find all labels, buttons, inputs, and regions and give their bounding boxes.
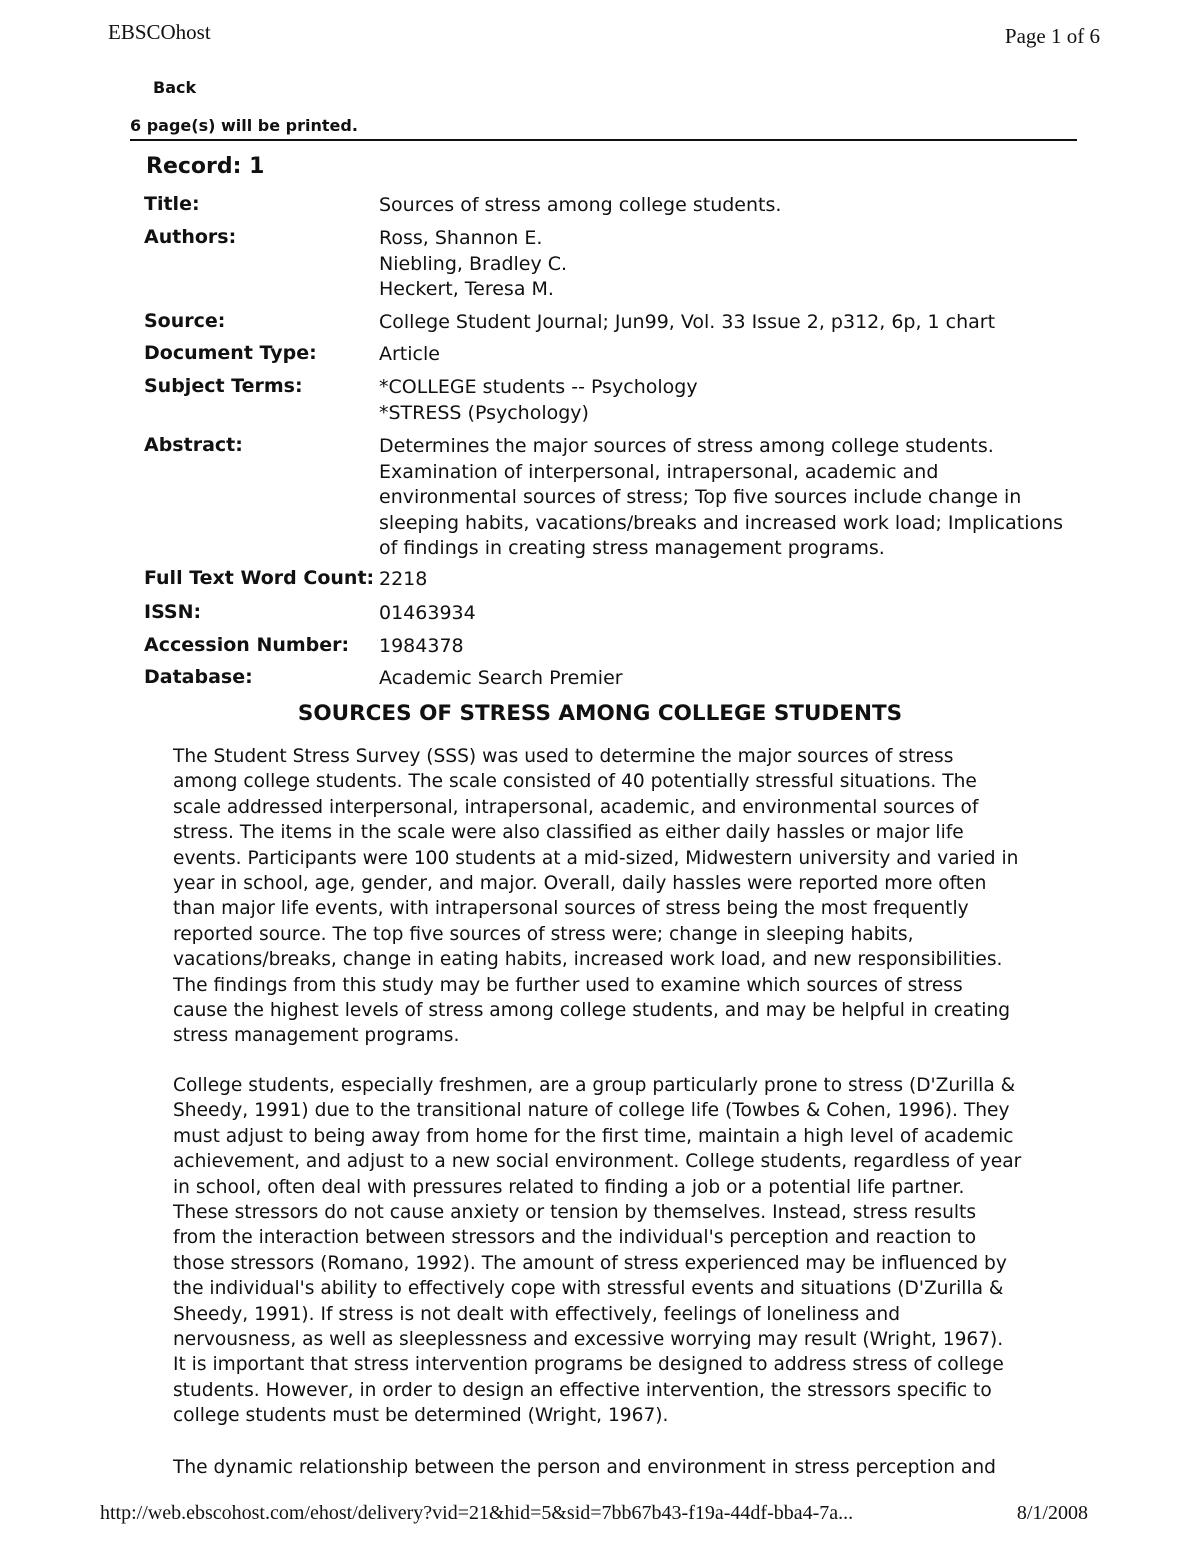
header-divider bbox=[130, 139, 1077, 141]
text-line: nervousness, as well as sleeplessness and excessive worrying may result (Wright, 1967). bbox=[173, 1329, 1004, 1351]
issn-label: ISSN: bbox=[144, 601, 202, 623]
text-line: scale addressed interpersonal, intrapersonal, academic, and environmental sources of bbox=[173, 796, 979, 818]
text-line: reported source. The top five sources of stress were; change in sleeping habits, bbox=[173, 923, 914, 945]
source-value: College Student Journal; Jun99, Vol. 33 Issue 2, p312, 6p, 1 chart bbox=[379, 311, 996, 333]
author-line: Niebling, Bradley C. bbox=[379, 252, 568, 275]
record-heading: Record: 1 bbox=[146, 154, 265, 179]
text-line: The dynamic relationship between the person and environment in stress perception and bbox=[173, 1457, 996, 1478]
text-line: cause the highest levels of stress among college students, and may be helpful in creating bbox=[173, 1000, 1011, 1022]
pages-printed-notice: 6 page(s) will be printed. bbox=[130, 116, 358, 135]
text-line: College students, especially freshmen, are a group particularly prone to stress (D'Zurilla & bbox=[173, 1075, 1016, 1096]
subject-terms-label: Subject Terms: bbox=[144, 375, 303, 397]
accession-number-label: Accession Number: bbox=[144, 634, 350, 656]
article-paragraph bbox=[173, 1073, 1021, 1429]
article-paragraph bbox=[173, 1455, 996, 1480]
text-line: students. However, in order to design an effective intervention, the stressors specific to bbox=[173, 1379, 992, 1401]
back-link[interactable]: Back bbox=[153, 78, 197, 97]
text-line: in school, often deal with pressures related to finding a job or a potential life partner. bbox=[173, 1176, 965, 1198]
site-title: EBSCOhost bbox=[108, 20, 211, 44]
text-line: The Student Stress Survey (SSS) was used to determine the major sources of stress bbox=[173, 746, 954, 767]
text-line: vacations/breaks, change in eating habits, increased work load, and new responsibilities. bbox=[173, 949, 1003, 971]
authors-value bbox=[379, 226, 567, 303]
source-label: Source: bbox=[144, 310, 226, 332]
database-label: Database: bbox=[144, 666, 253, 688]
issn-value: 01463934 bbox=[379, 602, 476, 624]
text-line: must adjust to being away from home for the first time, maintain a high level of academic bbox=[173, 1125, 1014, 1147]
title-label: Title: bbox=[144, 193, 200, 215]
abstract-line: environmental sources of stress; Top five sources include change in bbox=[379, 486, 1022, 508]
text-line: These stressors do not cause anxiety or tension by themselves. Instead, stress results bbox=[173, 1202, 977, 1224]
text-line: stress. The items in the scale were also classified as either daily hassles or major life bbox=[173, 822, 964, 844]
word-count-label: Full Text Word Count: bbox=[144, 567, 375, 589]
article-paragraph bbox=[173, 744, 1018, 1049]
abstract-value bbox=[379, 434, 1063, 562]
footer-url: http://web.ebscohost.com/ehost/delivery?vid=21&hid=5&sid=7bb67b43-f19a-44df-bba4-7a... bbox=[100, 1502, 854, 1524]
subject-terms-value bbox=[379, 375, 698, 426]
text-line: among college students. The scale consisted of 40 potentially stressful situations. The bbox=[173, 771, 977, 793]
abstract-line: Examination of interpersonal, intrapersonal, academic and bbox=[379, 460, 939, 483]
document-type-value: Article bbox=[379, 343, 440, 365]
abstract-label: Abstract: bbox=[144, 434, 243, 456]
text-line: college students must be determined (Wright, 1967). bbox=[173, 1405, 669, 1427]
text-line: achievement, and adjust to a new social environment. College students, regardless of year bbox=[173, 1151, 1022, 1173]
page-indicator: Page 1 of 6 bbox=[1004, 24, 1100, 48]
accession-number-value: 1984378 bbox=[379, 635, 464, 657]
title-value: Sources of stress among college students. bbox=[379, 194, 782, 216]
text-line: from the interaction between stressors and the individual's perception and reaction to bbox=[173, 1227, 977, 1249]
document-type-label: Document Type: bbox=[144, 342, 317, 364]
database-value: Academic Search Premier bbox=[379, 667, 623, 689]
word-count-value: 2218 bbox=[379, 568, 428, 590]
text-line: the individual's ability to effectively cope with stressful events and situations (D'Zurilla & bbox=[173, 1278, 1004, 1300]
text-line: than major life events, with intrapersonal sources of stress being the most frequently bbox=[173, 898, 969, 920]
subject-term: *STRESS (Psychology) bbox=[379, 401, 589, 424]
text-line: stress management programs. bbox=[173, 1025, 460, 1047]
abstract-line: sleeping habits, vacations/breaks and increased work load; Implications bbox=[379, 511, 1064, 534]
article-title: SOURCES OF STRESS AMONG COLLEGE STUDENTS bbox=[297, 701, 903, 726]
text-line: It is important that stress intervention programs be designed to address stress of college bbox=[173, 1354, 1004, 1376]
text-line: Sheedy, 1991) due to the transitional nature of college life (Towbes & Cohen, 1996). They bbox=[173, 1100, 1010, 1122]
footer-date: 8/1/2008 bbox=[1016, 1502, 1088, 1524]
text-line: events. Participants were 100 students at a mid-sized, Midwestern university and varied in bbox=[173, 847, 1019, 869]
text-line: Sheedy, 1991). If stress is not dealt with effectively, feelings of loneliness and bbox=[173, 1303, 901, 1325]
author-line: Ross, Shannon E. bbox=[379, 227, 543, 249]
subject-term: *COLLEGE students -- Psychology bbox=[379, 376, 698, 398]
author-line: Heckert, Teresa M. bbox=[379, 278, 554, 300]
abstract-line: Determines the major sources of stress among college students. bbox=[379, 435, 994, 457]
abstract-line: of findings in creating stress management programs. bbox=[379, 537, 885, 559]
text-line: those stressors (Romano, 1992). The amount of stress experienced may be influenced by bbox=[173, 1252, 1007, 1274]
text-line: year in school, age, gender, and major. Overall, daily hassles were reported more often bbox=[173, 873, 987, 895]
text-line: The findings from this study may be further used to examine which sources of stress bbox=[173, 974, 963, 996]
authors-label: Authors: bbox=[144, 226, 237, 248]
